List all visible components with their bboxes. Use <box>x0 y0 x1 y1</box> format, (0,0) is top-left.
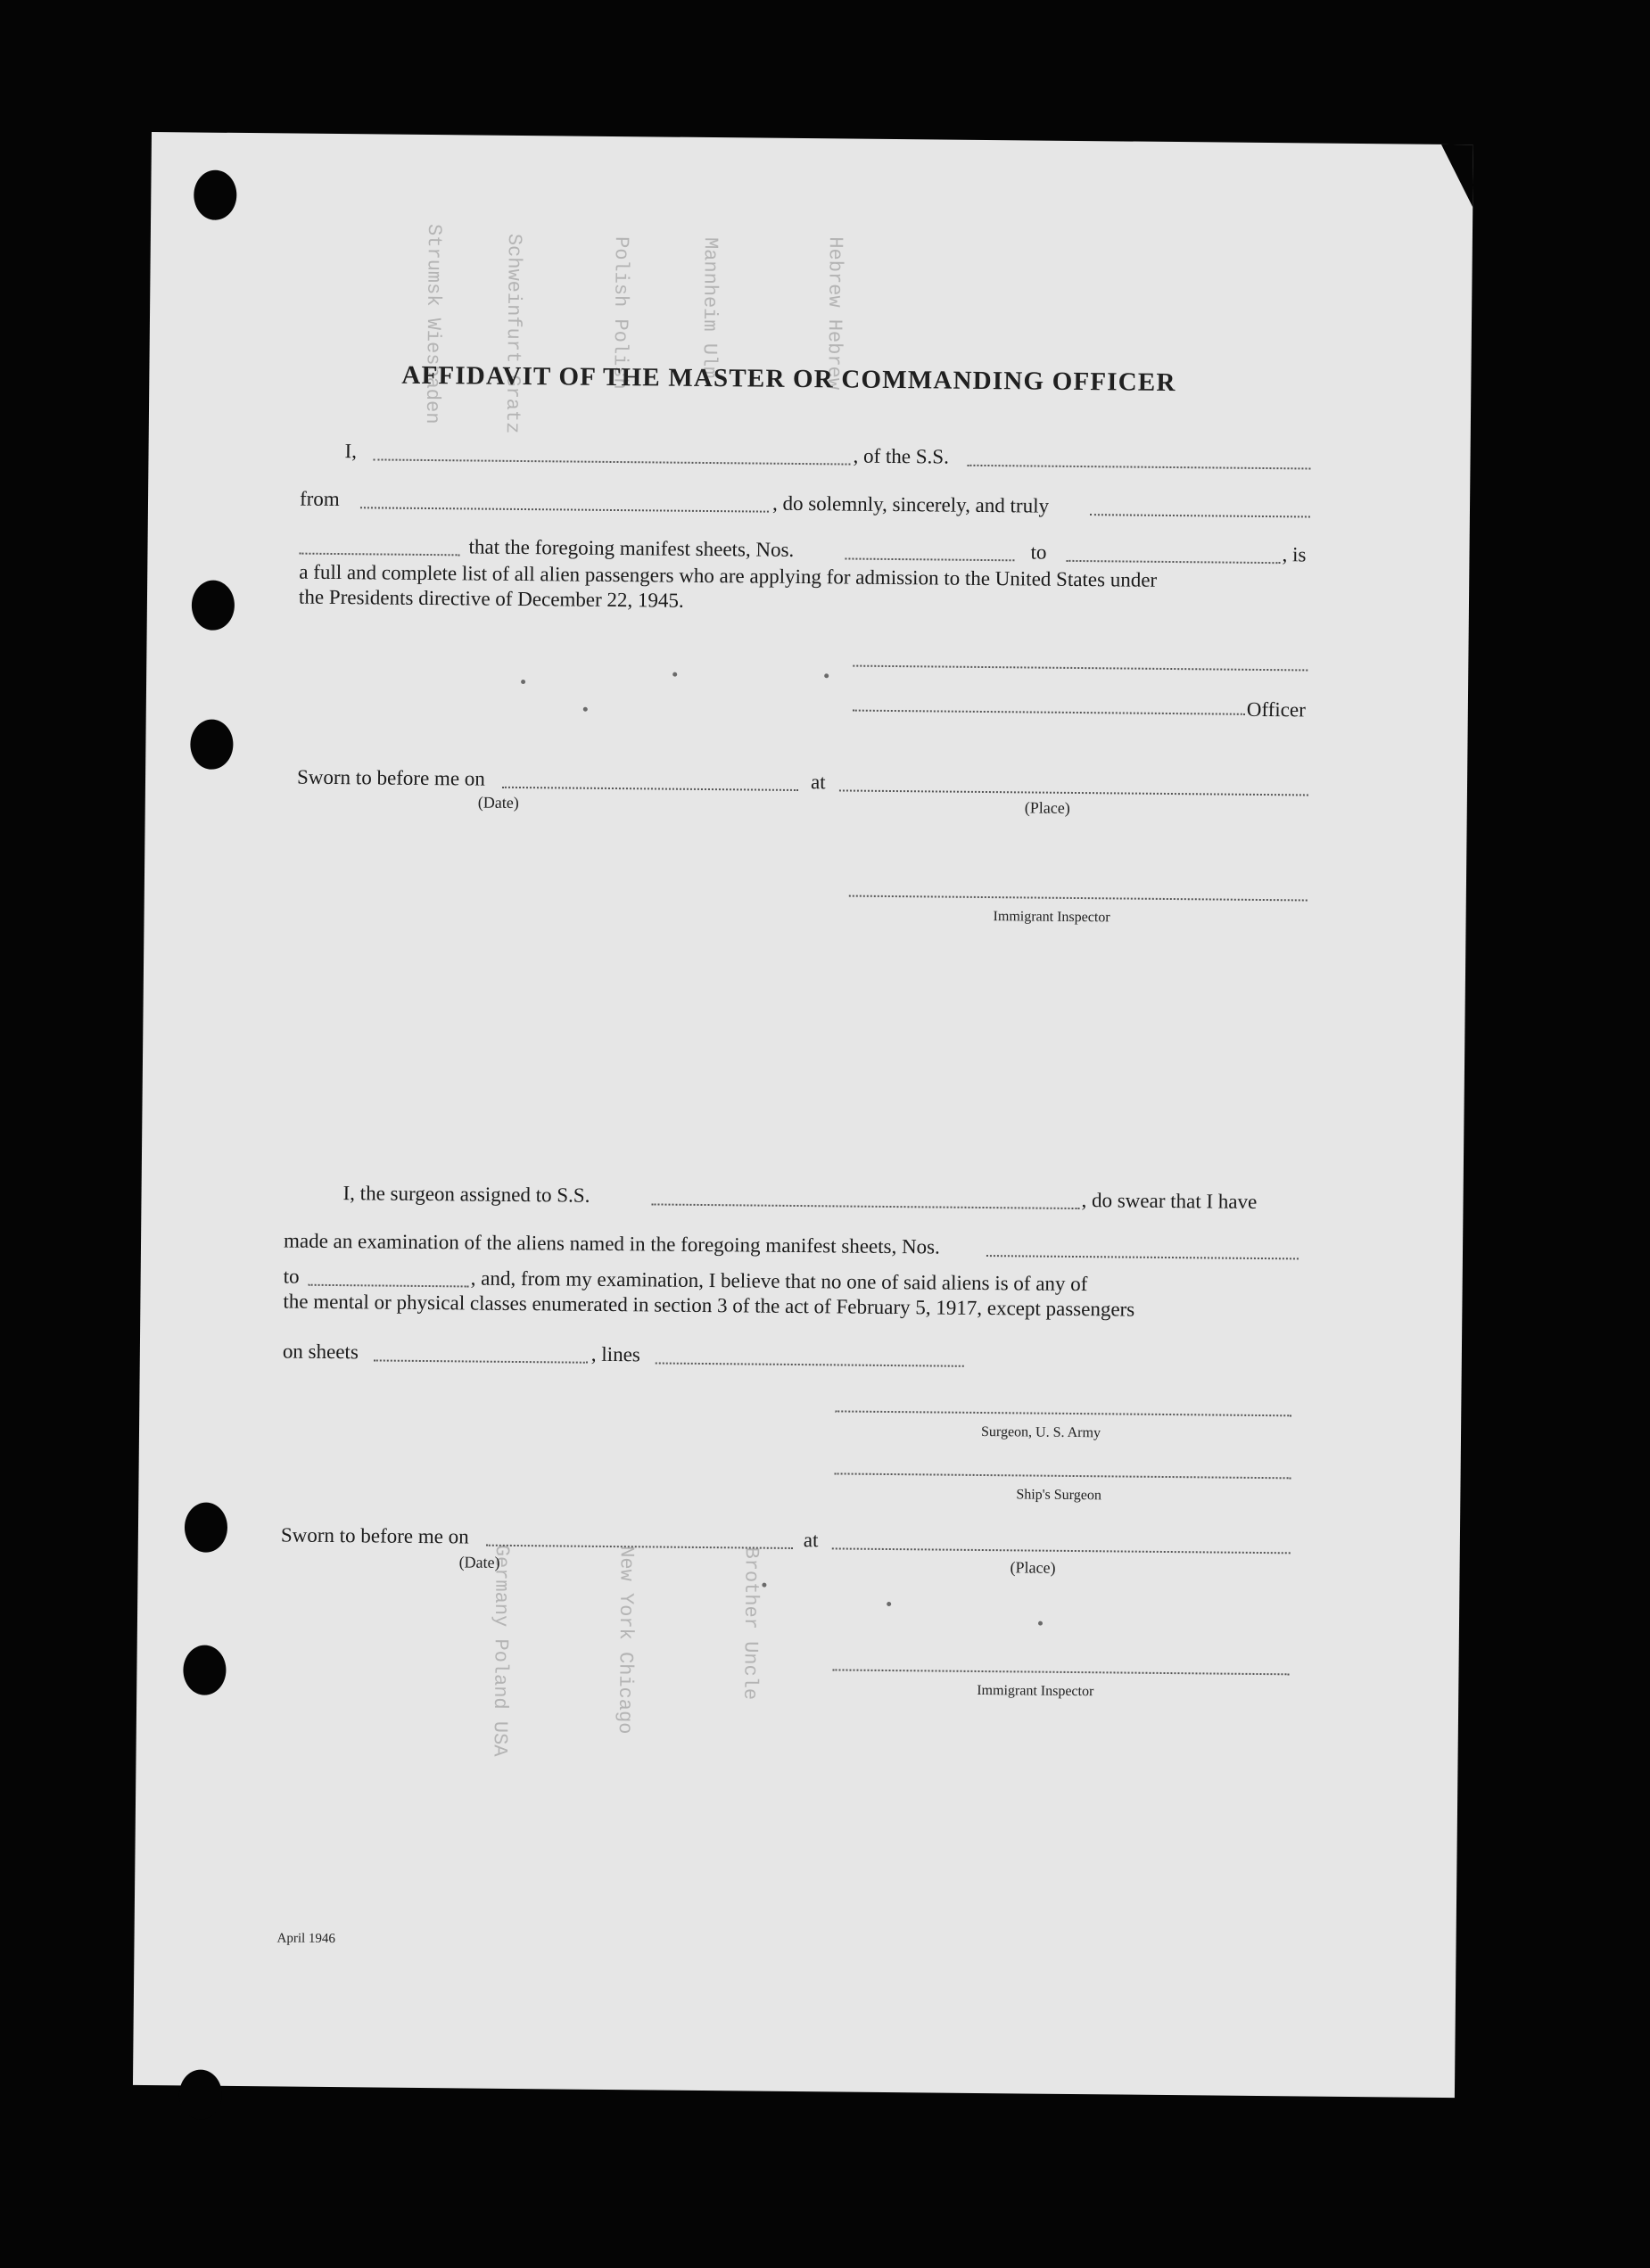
army-surgeon-caption: Surgeon, U. S. Army <box>980 1423 1101 1441</box>
of-ss-label: , of the S.S. <box>853 444 950 468</box>
surgeon-to-label: to <box>283 1265 300 1288</box>
to-label: to <box>1030 540 1047 564</box>
statement-line-4: a full and complete list of all alien passengers who are applying for admission to the United States under <box>299 560 1158 591</box>
truly-field[interactable] <box>1090 514 1310 517</box>
ink-speck <box>672 672 677 677</box>
surgeon-line-4: the mental or physical classes enumerated in section 3 of the act of February 5, 1917, except passengers <box>283 1290 1135 1321</box>
master-name-field[interactable] <box>373 458 850 465</box>
punch-hole <box>192 580 235 630</box>
surgeon-at-label: at <box>803 1529 819 1552</box>
surgeon-sheets-to-field[interactable] <box>309 1284 469 1288</box>
surgeon-ship-field[interactable] <box>651 1203 1079 1209</box>
surgeon-date-caption: (Date) <box>458 1553 500 1571</box>
ink-speck <box>762 1583 766 1588</box>
inspector-signature-field[interactable] <box>849 895 1308 902</box>
punch-hole <box>190 719 234 769</box>
surgeon-line-1: I, the surgeon assigned to S.S. <box>342 1182 590 1207</box>
surgeon-sworn-place-field[interactable] <box>832 1547 1291 1554</box>
surgeon-inspector-caption: Immigrant Inspector <box>977 1682 1094 1700</box>
folded-corner <box>1440 144 1473 207</box>
from-label: from <box>299 487 340 511</box>
on-sheets-label: on sheets <box>282 1340 359 1364</box>
master-i-label: I, <box>344 440 358 463</box>
statement-line-5: the Presidents directive of December 22, 1945. <box>298 585 684 612</box>
surgeon-sheets-from-field[interactable] <box>986 1255 1299 1259</box>
sheet-nos-from-field[interactable] <box>845 557 1014 561</box>
ink-speck <box>521 680 525 684</box>
bleed-through-text: Hebrew Hebrew <box>822 236 846 391</box>
ship-name-field[interactable] <box>967 465 1310 470</box>
bleed-through-text: Brother Uncle <box>738 1546 763 1701</box>
form-date: April 1946 <box>276 1931 336 1947</box>
officer-signature-field[interactable] <box>853 710 1245 715</box>
lines-label: , lines <box>590 1342 640 1366</box>
army-surgeon-signature-field[interactable] <box>835 1410 1291 1416</box>
truly-continuation-field[interactable] <box>299 553 459 557</box>
swear-label: , do swear that I have <box>1081 1189 1258 1213</box>
bleed-through-text: New York Chicago <box>613 1546 638 1735</box>
punch-hole <box>179 2069 223 2119</box>
page-title: AFFIDAVIT OF THE MASTER OR COMMANDING OFFICER <box>401 360 1176 398</box>
ink-speck <box>1038 1621 1043 1626</box>
surgeon-line-2: made an examination of the aliens named in the foregoing manifest sheets, Nos. <box>283 1229 940 1258</box>
ink-speck <box>887 1602 891 1606</box>
surgeon-inspector-signature-field[interactable] <box>832 1669 1289 1675</box>
bleed-through-text: Mannheim Ulm <box>697 236 722 379</box>
at-label: at <box>810 771 826 794</box>
except-sheets-field[interactable] <box>374 1359 588 1363</box>
sworn-place-field[interactable] <box>839 789 1308 796</box>
bleed-through-text: Germany Poland USA <box>488 1544 513 1757</box>
surgeon-place-caption: (Place) <box>1010 1558 1056 1577</box>
document-page <box>133 132 1473 2098</box>
bleed-through-text: Schweinfurt Gratz <box>500 233 525 434</box>
sworn-label: Sworn to before me on <box>296 765 485 790</box>
sworn-date-field[interactable] <box>502 787 798 791</box>
surgeon-line-3: , and, from my examination, I believe that no one of said aliens is of any of <box>470 1266 1088 1296</box>
ink-speck <box>583 707 588 712</box>
place-caption: (Place) <box>1024 798 1070 817</box>
is-label: , is <box>1282 543 1307 566</box>
manifest-sheets-label: that the foregoing manifest sheets, Nos. <box>468 535 795 561</box>
sheet-nos-to-field[interactable] <box>1066 560 1280 564</box>
ships-surgeon-caption: Ship's Surgeon <box>1016 1487 1101 1504</box>
master-signature-field[interactable] <box>853 665 1308 672</box>
except-lines-field[interactable] <box>656 1362 964 1366</box>
surgeon-sworn-label: Sworn to before me on <box>280 1523 469 1548</box>
surgeon-sworn-date-field[interactable] <box>486 1545 793 1549</box>
solemnly-label: , do solemnly, sincerely, and truly <box>771 491 1050 517</box>
ink-speck <box>824 673 829 678</box>
punch-hole <box>185 1502 228 1552</box>
bleed-through-text: Strumsk Wiesbaden <box>420 223 446 425</box>
officer-label: Officer <box>1246 697 1306 722</box>
punch-hole <box>183 1645 227 1695</box>
punch-hole <box>194 169 237 219</box>
inspector-caption: Immigrant Inspector <box>993 909 1110 926</box>
ships-surgeon-signature-field[interactable] <box>835 1472 1291 1479</box>
bleed-through-text: Polish Polish <box>608 235 632 390</box>
from-port-field[interactable] <box>360 507 769 512</box>
date-caption: (Date) <box>477 793 519 812</box>
